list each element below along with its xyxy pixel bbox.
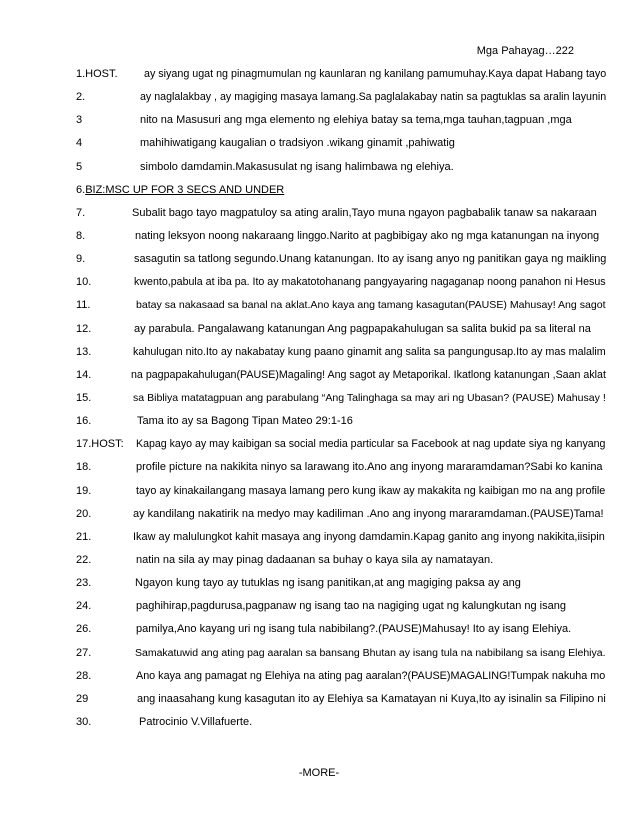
script-line [76, 207, 606, 230]
line-number: 29 [76, 692, 89, 705]
script-line [76, 670, 606, 693]
script-line [76, 531, 606, 554]
script-line [76, 485, 606, 508]
line-text: natin na sila ay may pinag dadaanan sa buhay o kaya sila ay namatayan. [136, 553, 494, 566]
line-text: sa Bibliya matatagpuan ang parabulang “Ang Talinghaga sa may ari ng Ubasan? (PAUSE) Mahusay ! [133, 391, 606, 404]
line-number: 10. [76, 276, 92, 289]
line-number: 18. [76, 461, 92, 474]
script-line [76, 600, 606, 623]
line-number: 14. [76, 368, 92, 381]
line-number: 13. [76, 345, 92, 358]
script-line [76, 184, 606, 207]
line-text: simbolo damdamin.Makasusulat ng isang halimbawa ng elehiya. [140, 160, 454, 173]
line-number: 22. [76, 553, 92, 566]
line-text: nating leksyon noong nakaraang linggo.Narito at pagbibigay ako ng mga katanungan na inyong [135, 229, 600, 242]
line-number: 27. [76, 646, 92, 659]
line-number: 30. [76, 715, 92, 728]
line-number: 9. [76, 253, 86, 266]
script-line [76, 577, 606, 600]
script-line [76, 647, 606, 670]
script-line [76, 114, 606, 137]
line-number: 12. [76, 322, 92, 335]
line-number: 2. [76, 91, 86, 104]
script-line [76, 161, 606, 184]
line-text: Ano kaya ang pamagat ng Elehiya na ating pag aaralan?(PAUSE)MAGALING!Tumpak nakuha mo [136, 669, 606, 682]
line-text: batay sa nakasaad sa banal na aklat.Ano kaya ang tamang kasagutan(PAUSE) Mahusay! Ang sagot [136, 299, 606, 312]
line-number: 3 [76, 114, 83, 127]
script-line [76, 91, 606, 114]
more-marker: -MORE- [298, 767, 340, 779]
line-text: ay parabula. Pangalawang katanungan Ang pagpapakahulugan sa salita bukid pa sa literal na [134, 322, 591, 335]
line-text: na pagpapakahulugan(PAUSE)Magaling! Ang sagot ay Metaporikal. Ikatlong katanungan ,Saan aklat [131, 368, 606, 381]
line-text: ay kandilang nakatirik na medyo may kadiliman .Ano ang inyong mararamdaman.(PAUSE)Tama! [133, 507, 604, 520]
line-text: Ikaw ay malulungkot kahit masaya ang inyong damdamin.Kapag ganito ang inyong nakikita,iisipin [133, 530, 605, 543]
line-text: mahihiwatigang kaugalian o tradsiyon .wikang ginamit ,pahiwatig [140, 137, 455, 150]
script-line [76, 438, 606, 461]
line-number: 11. [76, 299, 91, 312]
line-text: Subalit bago tayo magpatuloy sa ating aralin,Tayo muna ngayon pagbabalik tanaw sa nakaraan [132, 206, 597, 219]
line-number: 6. [76, 183, 86, 196]
script-line [76, 554, 606, 577]
line-text: ay naglalakbay , ay magiging masaya lamang.Sa paglalakabay natin sa pagtuklas sa aralin layunin [140, 91, 607, 104]
script-line [76, 137, 606, 160]
line-text: Patrocinio V.Villafuerte. [139, 715, 253, 728]
line-text: ang inaasahang kung kasagutan ito ay Elehiya sa Kamatayan ni Kuya,Ito ay isinalin sa Filipino ni [137, 692, 606, 705]
script-line [76, 276, 606, 299]
script-line [76, 461, 606, 484]
line-number: 19. [76, 484, 92, 497]
line-number: 17.HOST: [76, 438, 124, 451]
page-label: Mga Pahayag…222 [476, 45, 574, 57]
script-line [76, 392, 606, 415]
line-number: 7. [76, 206, 86, 219]
script-line [76, 230, 606, 253]
line-number: 16. [76, 415, 92, 428]
line-text: tayo ay kinakailangang masaya lamang pero kung ikaw ay makakita ng kaibigan mo na ang profile [136, 484, 606, 497]
line-text: sasagutin sa tatlong segundo.Unang katanungan. Ito ay isang anyo ng panitikan gaya ng maikling [134, 253, 607, 266]
line-number: 1.HOST. [76, 68, 118, 80]
script-line [76, 299, 606, 322]
line-text: kahulugan nito.Ito ay nakabatay kung paano ginamit ang salita sa pangungusap.Ito ay mas malalim [133, 345, 606, 358]
script-line [76, 415, 606, 438]
line-text: kwento,pabula at iba pa. Ito ay makatotohanang pangyayaring nagaganap noong panahon ni Hesus [134, 276, 606, 289]
line-text: paghihirap,pagdurusa,pagpanaw ng isang tao na nagiging ugat ng kalungkutan ng isang [136, 600, 566, 613]
line-number: 21. [76, 530, 92, 543]
script-line [76, 508, 606, 531]
music-cue: BIZ:MSC UP FOR 3 SECS AND UNDER [85, 183, 285, 196]
line-text: ay siyang ugat ng pinagmumulan ng kaunlaran ng kanilang pamumuhay.Kaya dapat Habang tayo [144, 68, 607, 80]
line-number: 23. [76, 577, 92, 590]
script-line [76, 623, 606, 646]
line-text: Kapag kayo ay may kaibigan sa social media particular sa Facebook at nag update siya ng kanyang [136, 438, 606, 451]
line-number: 8. [76, 229, 86, 242]
script-body [76, 68, 606, 739]
line-number: 20. [76, 507, 92, 520]
line-number: 5 [76, 160, 83, 173]
script-line [76, 346, 606, 369]
script-line [76, 253, 606, 276]
line-number: 24. [76, 600, 92, 613]
line-text: profile picture na nakikita ninyo sa larawang ito.Ano ang inyong mararamdaman?Sabi ko kanina [136, 461, 603, 474]
line-number: 26. [76, 623, 92, 636]
line-text: Samakatuwid ang ating pag aaralan sa bansang Bhutan ay isang tula na nabibilang sa isang Elehiya. [135, 646, 606, 659]
script-line [76, 369, 606, 392]
line-number: 15. [76, 391, 92, 404]
line-number: 4 [76, 137, 83, 150]
script-line [76, 716, 606, 739]
script-line [76, 693, 606, 716]
script-line [76, 323, 606, 346]
line-text: Ngayon kung tayo ay tutuklas ng isang panitikan,at ang magiging paksa ay ang [135, 577, 521, 590]
line-number: 28. [76, 669, 92, 682]
line-text: pamilya,Ano kayang uri ng isang tula nabibilang?.(PAUSE)Mahusay! Ito ay isang Elehiya. [136, 623, 572, 636]
script-line [76, 68, 606, 91]
line-text: Tama ito ay sa Bagong Tipan Mateo 29:1-16 [137, 415, 353, 428]
line-text: nito na Masusuri ang mga elemento ng elehiya batay sa tema,mga tauhan,tagpuan ,mga [140, 114, 572, 127]
